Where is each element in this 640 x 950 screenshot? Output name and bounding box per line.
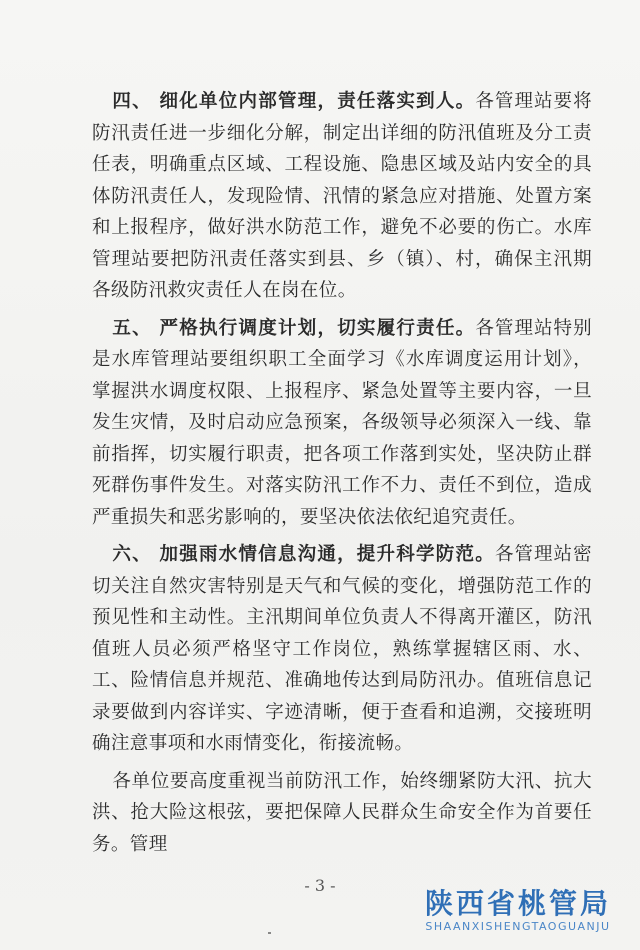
section-heading: 六、 加强雨水情信息沟通，提升科学防范。 (112, 544, 495, 565)
watermark-title: 陕西省桃管局 (424, 887, 611, 920)
watermark-subtitle: SHAANXISHENGTAOGUANJU (425, 920, 611, 933)
scan-speck (268, 932, 271, 934)
section-heading: 四、 细化单位内部管理，责任落实到人。 (112, 91, 476, 112)
paragraph-text: 各单位要高度重视当前防汛工作，始终绷紧防大汛、抗大洪、抢大险这根弦，要把保障人民群众生命安全作为首要任务。管理 (92, 770, 592, 855)
page-number: - 3 - (304, 876, 336, 895)
document-body (92, 86, 592, 860)
paragraph-text: 各管理站要将防汛责任进一步细化分解，制定出详细的防汛值班及分工责任表，明确重点区域、工程设施、隐患区域及站内安全的具体防汛责任人，发现险情、汛情的紧急应对措施、处置方案和上报程序，做好洪水防范工作，避免不必要的伤亡。水库管理站要把防汛责任落实到县、乡（镇）、村，确保主汛期各级防汛救灾责任人在岗在位。 (92, 91, 593, 301)
section-heading: 五、 严格执行调度计划，切实履行责任。 (112, 317, 476, 339)
paragraph-section-4 (92, 86, 592, 307)
paragraph-text: 各管理站特别是水库管理站要组织职工全面学习《水库调度运用计划》，掌握洪水调度权限、上报程序、紧急处置等主要内容，一旦发生灾情，及时启动应急预案，各级领导必须深入一线、靠前指挥，切实履行职责，把各项工作落到实处，坚决防止群死群伤事件发生。对落实防汛工作不力、责任不到位，造成严重损失和恶劣影响的，要坚决依法依纪追究责任。 (92, 317, 593, 528)
paragraph-section-5 (92, 313, 592, 534)
paragraph-closing (92, 766, 592, 861)
paragraph-text: 各管理站密切关注自然灾害特别是天气和气候的变化，增强防范工作的预见性和主动性。主汛期间单位负责人不得离开灌区，防汛值班人员必须严格坚守工作岗位，熟练掌握辖区雨、水、工、险情信息并规范、准确地传达到局防汛办。值班信息记录要做到内容详实、字迹清晰，便于查看和追溯，交接班明确注意事项和水雨情变化，衔接流畅。 (92, 544, 592, 754)
paragraph-section-6 (92, 539, 592, 760)
